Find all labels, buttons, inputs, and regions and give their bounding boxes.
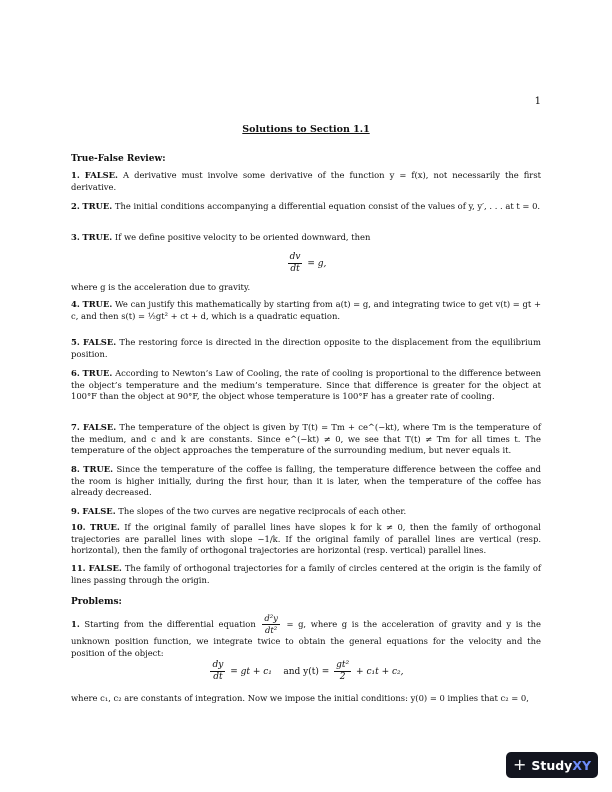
item-verdict: FALSE. [82, 506, 116, 516]
item-verdict: FALSE. [88, 563, 122, 573]
fraction: $\frac{\text{gt²}}{2}$ [336, 660, 350, 682]
tf-item-7 [71, 422, 541, 457]
fraction: $\frac{dy}{dt}$ [212, 660, 224, 682]
item-text: We can justify this mathematically by starting from a(t) = g, and integrating twice to get v(t) = gt + c, and then s(t) = ½gt² + ct + d, which is a quadratic equation. [71, 299, 541, 321]
item-verdict: TRUE. [82, 232, 113, 242]
tf-item-3-after: where g is the acceleration due to gravity. [71, 282, 251, 292]
item-verdict: TRUE. [83, 464, 114, 474]
item-number: 7. [71, 422, 80, 432]
section-heading-tf: True-False Review: [71, 154, 166, 164]
item-text: The temperature of the object is given by T(t) = Tm + ce^(−kt), where Tm is the temperature of the medium, and c and k are constants. Since e^(−kt) ≠ 0, we see that T(t) ≠ Tm for all times t. The temperature of the object approaches the temperature of the surrounding medium, but never equals it. [71, 422, 541, 456]
item-text: The slopes of the two curves are negative reciprocals of each other. [118, 506, 407, 516]
item-text: A derivative must involve some derivative of the function y = f(x), not necessarily the first derivative. [71, 170, 541, 192]
item-verdict: TRUE. [90, 522, 120, 532]
tf-item-9 [71, 506, 541, 518]
item-number: 6. [71, 368, 80, 378]
tf-item-3 [71, 232, 541, 244]
fraction: $\frac{\text{d²y}}{\text{dt²}}$ [264, 613, 278, 635]
problem-1-end: where c₁, c₂ are constants of integration. Now we impose the initial conditions: y(0) = 0 implies that c₂ = 0, [71, 693, 529, 703]
tf-item-8 [71, 464, 541, 499]
problem-1: 1. Starting from the differential equation $\frac{\text{d²y}}{\text{dt²}}$ = g, where g is the acceleration of gravity and y is the unknown position function, we integrate twice to obtain the general equations for the velocity and the position of the object: [71, 613, 541, 658]
item-number: 8. [71, 464, 80, 474]
equation-velocity-position: $\frac{dy}{dt}$ = gt + c₁ and y(t) = $\frac{\text{gt²}}{2}$ + c₁t + c₂, [212, 660, 404, 682]
item-text: Since the temperature of the coffee is falling, the temperature difference between the coffee and the room is higher initially, during the first hour, than it is later, when the temperature of the coffee has already decreased. [71, 464, 542, 498]
page-number: 1 [534, 96, 541, 107]
item-text: If the original family of parallel lines have slopes k for k ≠ 0, then the family of orthogonal trajectories are parallel lines with slope −1/k. If the original family of parallel lines are vertical (resp. horizontal), then the family of orthogonal trajectories are horizontal (resp. vertical) parallel lines. [71, 522, 541, 556]
tf-item-6 [71, 368, 541, 403]
item-verdict: FALSE. [84, 170, 118, 180]
item-text: If we define positive velocity to be oriented downward, then [114, 232, 371, 242]
item-number: 1. [71, 619, 80, 629]
studyxy-logo[interactable] [506, 752, 598, 778]
item-verdict: FALSE. [82, 422, 117, 432]
tf-item-11 [71, 563, 541, 586]
tf-item-5 [71, 337, 541, 360]
section-heading-problems: Problems: [71, 597, 122, 607]
logo-text: StudyXY [531, 757, 592, 773]
tf-item-1 [71, 170, 541, 193]
item-verdict: FALSE. [82, 337, 117, 347]
fraction: $\frac{dv}{dt}$ [289, 252, 301, 274]
tf-item-4 [71, 299, 541, 322]
item-number: 2. [71, 201, 80, 211]
equation-dvdt: $\frac{dv}{dt}$ = g, [289, 252, 327, 274]
item-number: 10. [71, 522, 86, 532]
item-verdict: TRUE. [82, 299, 113, 309]
item-number: 11. [71, 563, 86, 573]
item-number: 5. [71, 337, 80, 347]
item-verdict: TRUE. [82, 201, 113, 211]
item-number: 1. [71, 170, 80, 180]
plus-icon: + [512, 754, 527, 774]
item-text: The restoring force is directed in the direction opposite to the displacement from the equilibrium position. [71, 337, 541, 359]
item-number: 3. [71, 232, 80, 242]
item-number: 4. [71, 299, 80, 309]
page-title: Solutions to Section 1.1 [242, 124, 370, 135]
item-text: The initial conditions accompanying a differential equation consist of the values of y, y′, . . . at t = 0. [114, 201, 541, 211]
tf-item-2 [71, 201, 541, 213]
item-text: The family of orthogonal trajectories for a family of circles centered at the origin is the family of lines passing through the origin. [71, 563, 541, 585]
tf-item-10 [71, 522, 541, 557]
item-text: According to Newton’s Law of Cooling, the rate of cooling is proportional to the difference between the object’s temperature and the medium’s temperature. Since that difference is greater for the object at 100°F than the object at 90°F, the object whose temperature is 100°F has a greater rate of cooling. [71, 368, 541, 402]
item-verdict: TRUE. [82, 368, 113, 378]
item-number: 9. [71, 506, 80, 516]
